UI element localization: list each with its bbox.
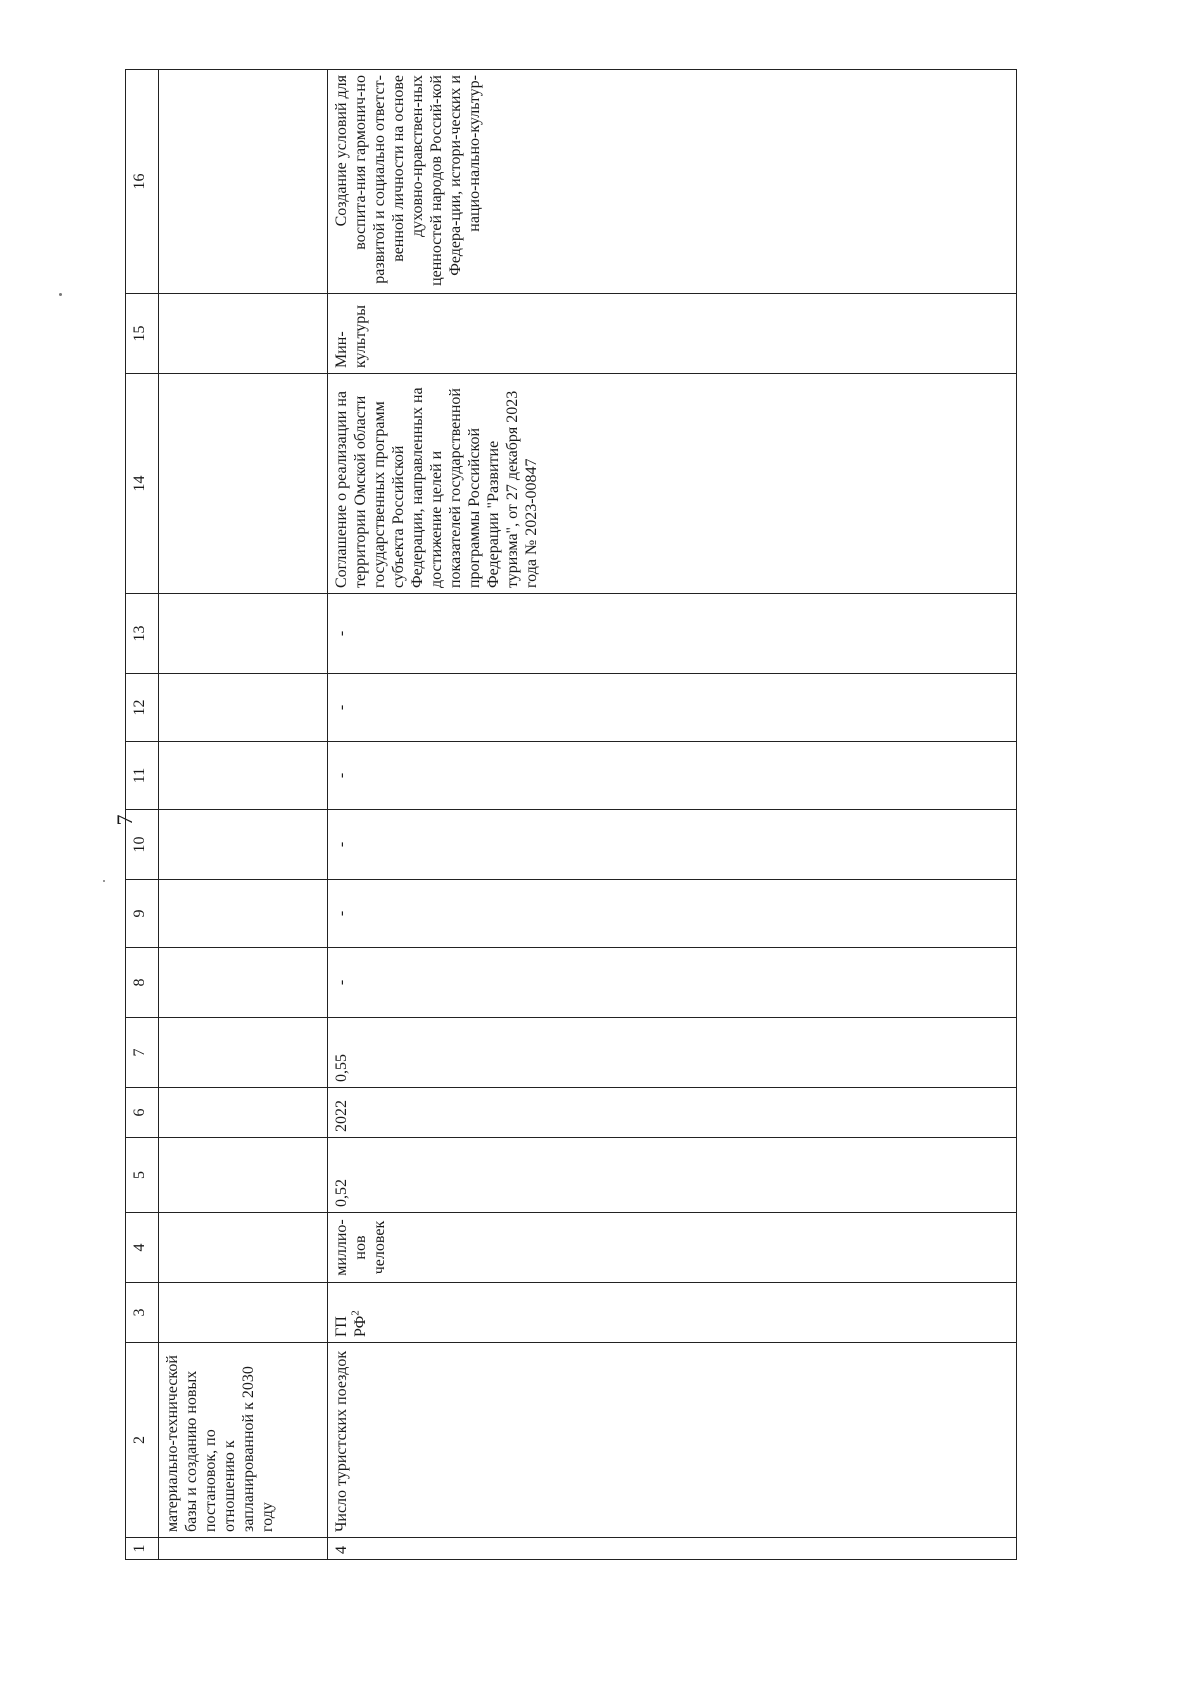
goal-cell: Создание условий для воспита-ния гармонич-но развитой и социально ответст-венной личности на основе духовно-нравствен-ных ценностей народов Россий-кой Федера-ции, истори-ческих и нацио-нально-культур-	[328, 70, 1017, 294]
page-number: 7	[112, 814, 137, 826]
header-cell: 7	[126, 1018, 159, 1088]
header-cell: 3	[126, 1283, 159, 1343]
empty-cell	[159, 1283, 328, 1343]
empty-cell	[159, 948, 328, 1018]
value-cell: -	[328, 674, 1017, 742]
header-cell: 8	[126, 948, 159, 1018]
value-cell: -	[328, 810, 1017, 880]
rotated-table-container	[125, 70, 1065, 1560]
value-cell: -	[328, 880, 1017, 948]
base-value-cell: 0,52	[328, 1138, 1017, 1213]
header-cell: 9	[126, 880, 159, 948]
header-cell: 10	[126, 810, 159, 880]
header-cell: 4	[126, 1213, 159, 1283]
empty-cell	[159, 810, 328, 880]
value-cell: -	[328, 594, 1017, 674]
header-cell: 6	[126, 1088, 159, 1138]
responsible-cell: Мин-культуры	[328, 294, 1017, 374]
header-cell: 15	[126, 294, 159, 374]
level-cell	[328, 1283, 1017, 1343]
scan-speck	[103, 880, 105, 882]
empty-cell	[159, 742, 328, 810]
header-cell: 16	[126, 70, 159, 294]
header-cell: 14	[126, 374, 159, 594]
value-cell: -	[328, 948, 1017, 1018]
value-cell: -	[328, 742, 1017, 810]
indicator-name-cell: материально-технической базы и созданию новых постановок, по отношению к запланированной к 2030 году	[159, 1343, 328, 1538]
indicators-table	[125, 69, 1017, 1560]
empty-cell	[159, 374, 328, 594]
header-cell: 12	[126, 674, 159, 742]
header-row	[126, 70, 159, 1560]
value-cell: 0,55	[328, 1018, 1017, 1088]
header-cell: 13	[126, 594, 159, 674]
header-cell: 11	[126, 742, 159, 810]
empty-cell	[159, 1088, 328, 1138]
continuation-row	[159, 70, 328, 1560]
empty-cell	[159, 294, 328, 374]
unit-cell: миллио-нов человек	[328, 1213, 1017, 1283]
empty-cell	[159, 1138, 328, 1213]
empty-cell	[159, 594, 328, 674]
empty-cell	[159, 880, 328, 948]
empty-cell	[159, 1018, 328, 1088]
level-text: ГП РФ	[333, 1315, 369, 1337]
table-row	[328, 70, 1017, 1560]
row-number-cell: 4	[328, 1538, 1017, 1560]
row-number-cell	[159, 1538, 328, 1560]
scan-speck	[59, 293, 62, 296]
header-cell: 1	[126, 1538, 159, 1560]
document-cell: Соглашение о реализации на территории Омской области государственных программ субъекта Российской Федерации, направленных на достижение целей и показателей государственной программы Российской Федерации "Развитие туризма", от 27 декабря 2023 года № 2023-00847	[328, 374, 1017, 594]
header-cell: 2	[126, 1343, 159, 1538]
footnote-mark: 2	[349, 1310, 362, 1316]
empty-cell	[159, 70, 328, 294]
indicator-name-cell: Число туристских поездок	[328, 1343, 1017, 1538]
header-cell: 5	[126, 1138, 159, 1213]
base-year-cell: 2022	[328, 1088, 1017, 1138]
empty-cell	[159, 674, 328, 742]
empty-cell	[159, 1213, 328, 1283]
